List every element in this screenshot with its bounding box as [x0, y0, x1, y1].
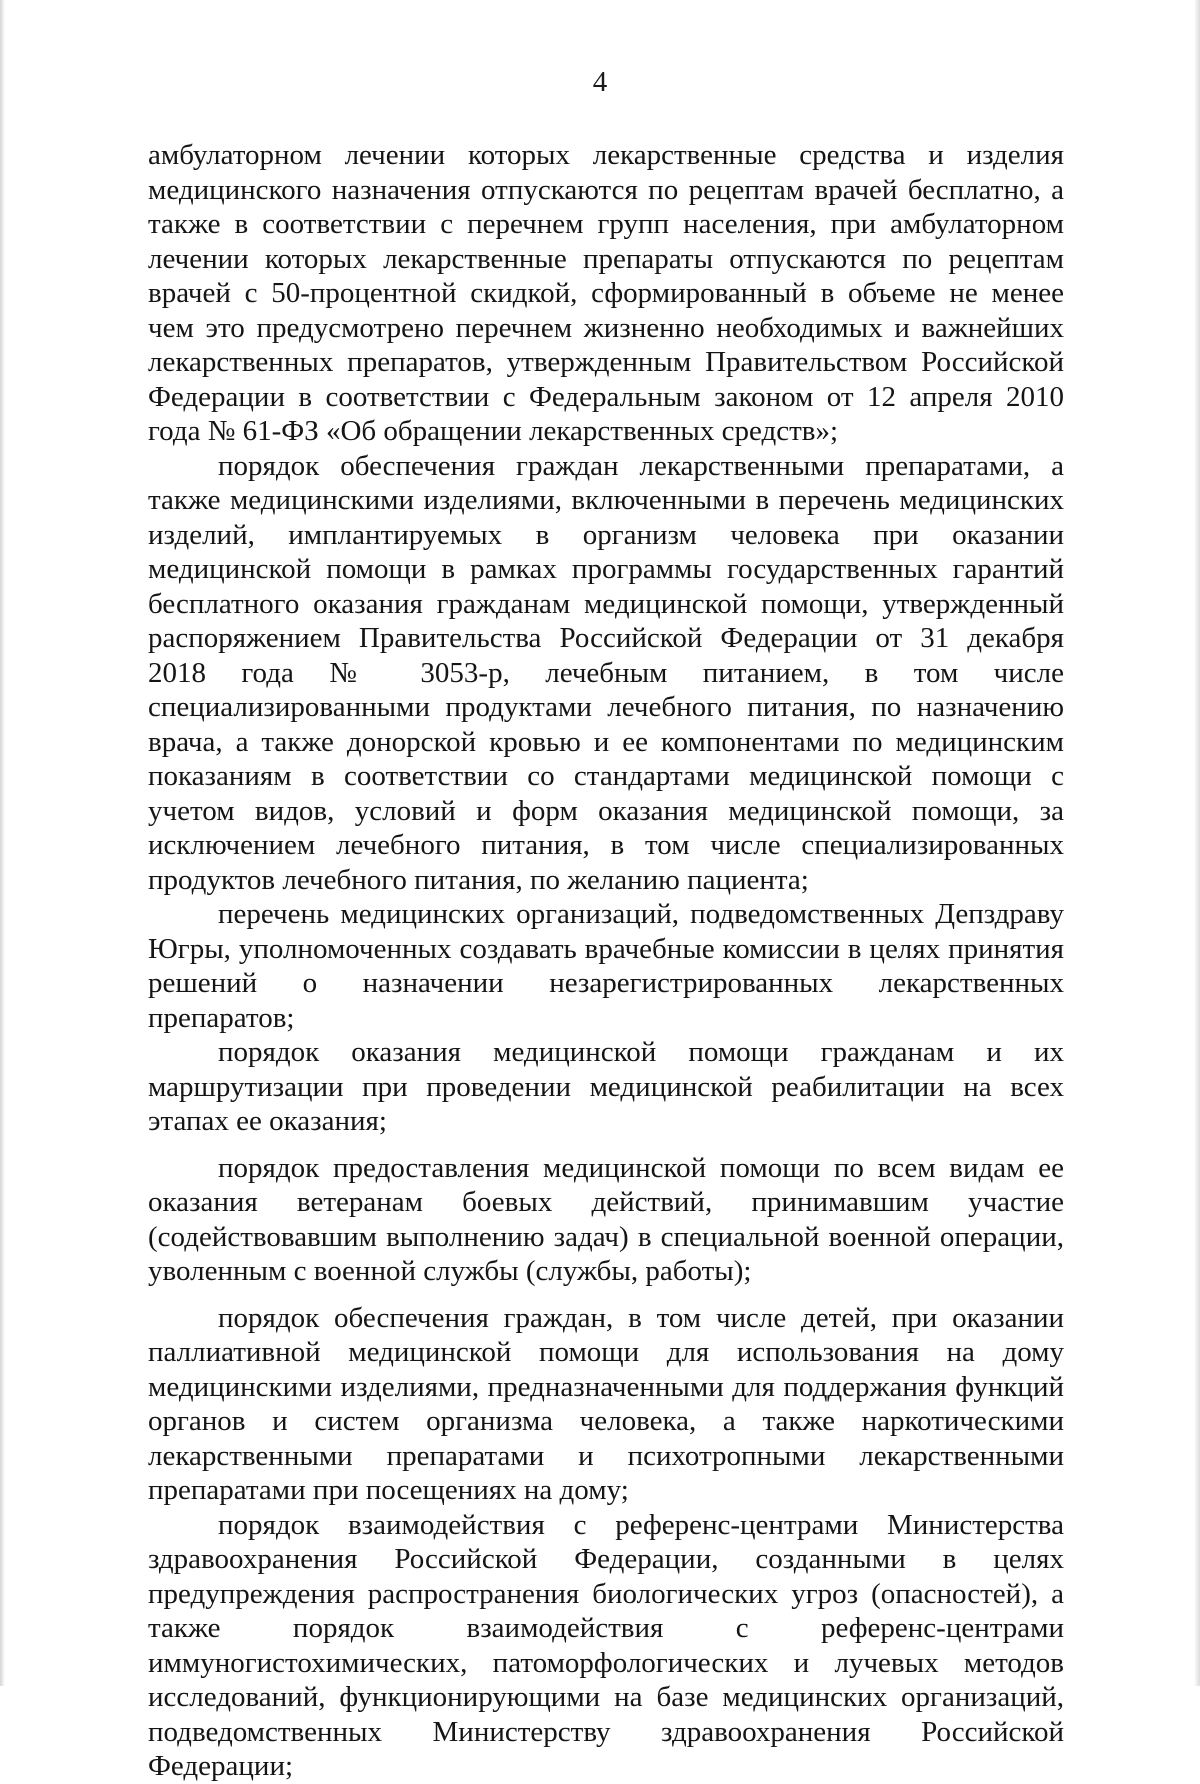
paragraph-medication-supply-order: порядок обеспечения граждан лекарственными препаратами, а также медицинскими изделиями, включенными в перечень медицинских изделий, имплантируемых в организм человека при оказании медицинской помощи в рамках программы государственных гарантий бесплатного оказания гражданам медицинской помощи, утвержденный распоряжением Правительства Российской Федерации от 31 декабря 2018 года № 3053-р, лечебным питанием, в том числе специализированными продуктами лечебного питания, по назначению врача, а также донорской кровью и ее компонентами по медицинским показаниям в соответствии со стандартами медицинской помощи с учетом видов, условий и форм оказания медицинской помощи, за исключением лечебного питания, в том числе специализированных продуктов лечебного питания, по желанию пациента;	[148, 449, 1064, 896]
document-body	[148, 138, 1064, 1784]
scan-edge-right	[1194, 0, 1200, 1686]
paragraph-rehabilitation-order: порядок оказания медицинской помощи гражданам и их маршрутизации при проведении медицинской реабилитации на всех этапах ее оказания;	[148, 1036, 1064, 1137]
paragraph-veterans-care-order: порядок предоставления медицинской помощи по всем видам ее оказания ветеранам боевых действий, принимавшим участие (содействовавшим выполнению задач) в специальной военной операции, уволенным с военной службы (службы, работы);	[148, 1151, 1064, 1287]
page-number: 4	[592, 66, 608, 98]
paragraph-reference-centers-order: порядок взаимодействия с референс-центрами Министерства здравоохранения Российской Федерации, созданными в целях предупреждения распространения биологических угроз (опасностей), а также порядок взаимодействия с референс-центрами иммуногистохимических, патоморфологических и лучевых методов исследований, функционирующими на базе медицинских организаций, подведомственных Министерству здравоохранения Российской Федерации;	[148, 1508, 1064, 1782]
paragraph-medical-organizations-list: перечень медицинских организаций, подведомственных Депздраву Югры, уполномоченных создавать врачебные комиссии в целях принятия решений о назначении незарегистрированных лекарственных препаратов;	[148, 898, 1064, 1034]
scan-edge-left	[0, 0, 5, 1686]
paragraph-continuation: амбулаторном лечении которых лекарственные средства и изделия медицинского назначения отпускаются по рецептам врачей бесплатно, а также в соответствии с перечнем групп населения, при амбулаторном лечении которых лекарственные препараты отпускаются по рецептам врачей с 50-процентной скидкой, сформированный в объеме не менее чем это предусмотрено перечнем жизненно необходимых и важнейших лекарственных препаратов, утвержденным Правительством Российской Федерации в соответствии с Федеральным законом от 12 апреля 2010 года № 61-ФЗ «Об обращении лекарственных средств»;	[148, 139, 1064, 447]
paragraph-palliative-care-order: порядок обеспечения граждан, в том числе детей, при оказании паллиативной медицинской помощи для использования на дому медицинскими изделиями, предназначенными для поддержания функций органов и систем организма человека, а также наркотическими лекарственными препаратами и психотропными лекарственными препаратами при посещениях на дому;	[148, 1301, 1064, 1506]
